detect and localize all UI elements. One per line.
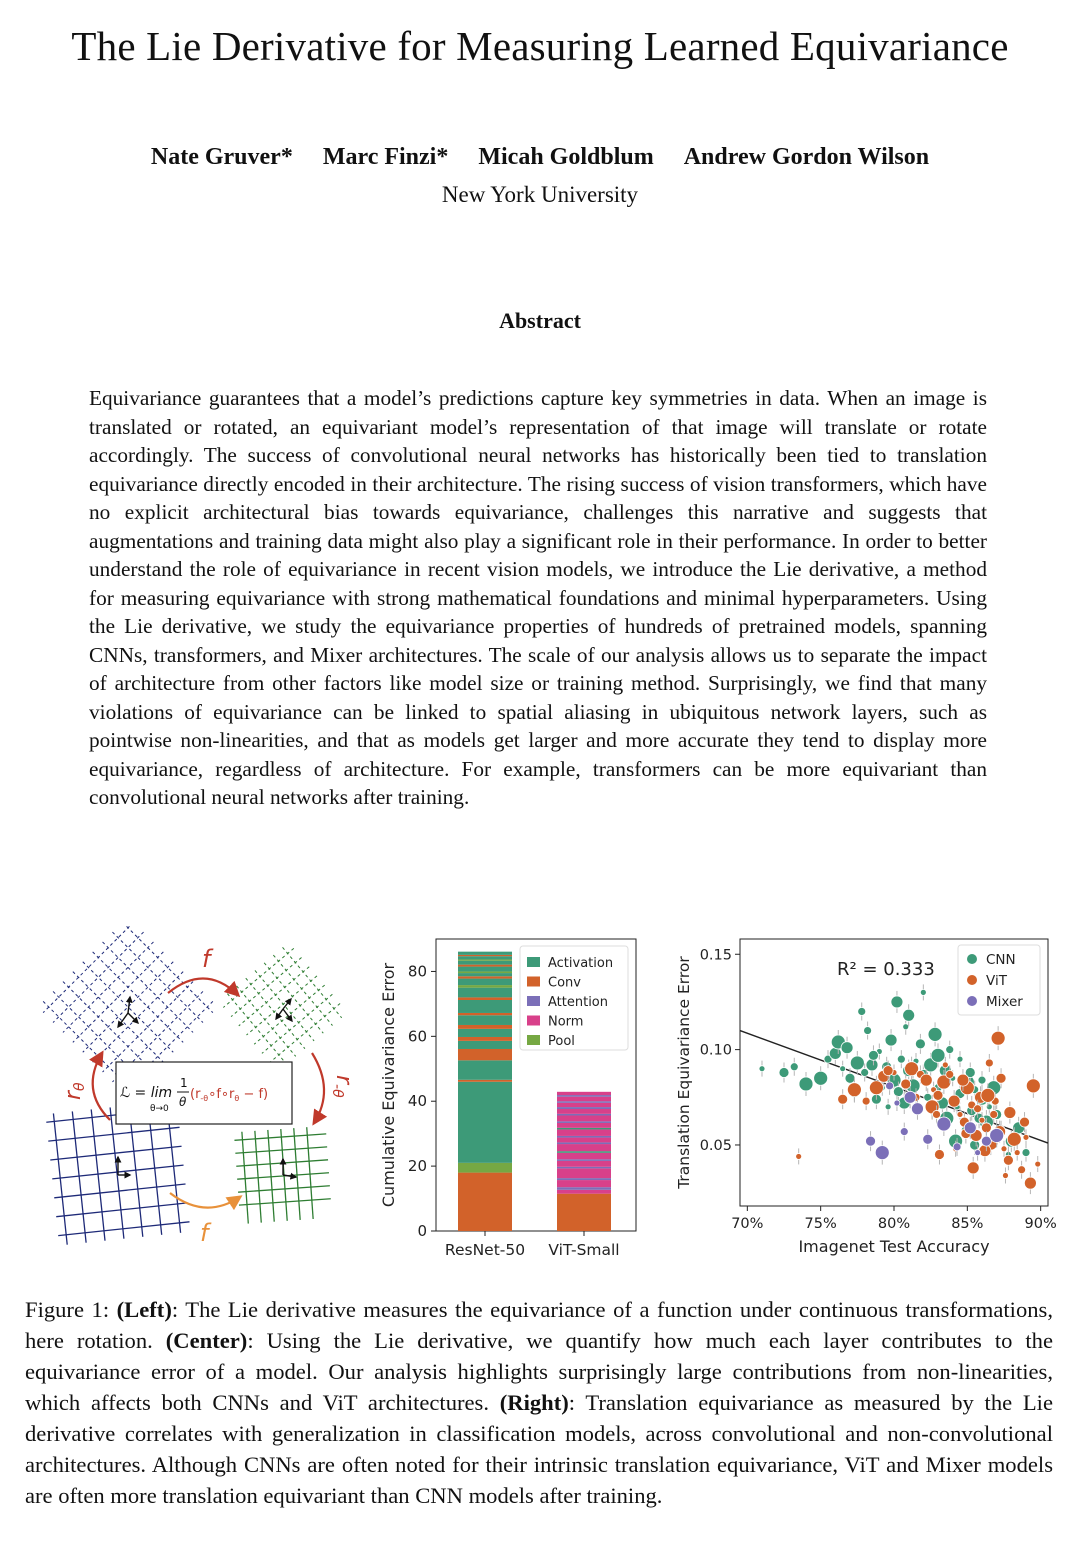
grid-line bbox=[283, 947, 342, 1017]
bar-segment-activation bbox=[458, 1000, 512, 1013]
f-arrow-bottom bbox=[170, 1193, 240, 1208]
bar-segment-attention bbox=[557, 1107, 611, 1109]
point-cnn bbox=[931, 1048, 945, 1062]
legend-swatch bbox=[527, 1035, 540, 1045]
point-cnn bbox=[864, 1027, 872, 1035]
caption-left-text: : The Lie derivative measures the equivariance of a function under continuous transformations, here rotation. bbox=[25, 1297, 1053, 1353]
grid-line bbox=[223, 948, 293, 1007]
point-cnn bbox=[920, 989, 926, 995]
grid-line bbox=[231, 958, 301, 1017]
svg-text:θ: θ bbox=[179, 1095, 187, 1109]
point-vit bbox=[838, 1094, 848, 1104]
caption-right-text: : Translation equivariance as measured by the Lie derivative correlates with generalization in classification models, across convolutional and non-convolutional architectures. Although CNNs are often noted for their intrinsic translation equivariance, ViT and Mixer models are often more translation equivariant than CNN models after training. bbox=[25, 1390, 1053, 1508]
point-vit bbox=[920, 1074, 932, 1086]
bar-segment-activation bbox=[458, 988, 512, 998]
author-name: Micah Goldblum bbox=[478, 144, 654, 170]
f-label-top: f bbox=[202, 945, 211, 973]
point-vit bbox=[1023, 1134, 1029, 1140]
x-tick-label: 70% bbox=[731, 1216, 764, 1232]
point-mixer bbox=[904, 1091, 916, 1103]
grid-line bbox=[262, 994, 332, 1053]
bar-segment-attention bbox=[557, 1136, 611, 1138]
abstract-body: Equivariance guarantees that a model’s predictions capture key symmetries in data. When an image is translated or rotated, an equivariant model’s representation of that image will translate or rotate accordingly. The success of convolutional neural networks has historically been tied to translation equivariance directly encoded in their architecture. The rising success of vision transformers, which have no explicit architectural bias towards equivariance, challenges this narrative and suggests that augmentations and training data might also play a significant role in their performance. In order to better understand the role of equivariance in recent vision models, we introduce the Lie derivative, a method for measuring equivariance with strong mathematical foundations and minimal hyperparameters. Using the Lie derivative, we study the equivariance properties of hundreds of pretrained models, spanning CNNs, transformers, and Mixer architectures. The scale of our analysis allows us to separate the impact of architecture from other factors like model size or training method. Surprisingly, we find that many violations of equivariance can be linked to spatial aliasing in ubiquitous network layers, such as pointwise non-linearities, and that as models get larger and more accurate they tend to display more equivariance, regardless of architecture. For example, transformers can be more equivariant than convolutional neural networks after training. bbox=[89, 386, 987, 809]
point-vit bbox=[862, 1097, 870, 1105]
point-vit bbox=[883, 1066, 893, 1076]
caption-right-tag: (Right) bbox=[499, 1390, 569, 1415]
f-label-bottom: f bbox=[200, 1219, 209, 1247]
grid-line bbox=[294, 1128, 300, 1220]
bar-segment-attention bbox=[557, 1178, 611, 1180]
point-cnn bbox=[891, 996, 903, 1008]
grid-green bbox=[234, 1127, 330, 1223]
point-cnn bbox=[903, 1009, 915, 1021]
point-vit bbox=[1001, 1146, 1007, 1152]
bar-segment-conv bbox=[458, 1013, 512, 1015]
bar-segment-attention bbox=[557, 1187, 611, 1190]
grid-line bbox=[239, 1199, 331, 1205]
grid-line bbox=[239, 967, 309, 1026]
point-vit bbox=[934, 1150, 944, 1160]
bar-segment-conv bbox=[458, 965, 512, 967]
bar-segment-activation bbox=[557, 1151, 611, 1153]
r-minus-theta-label: r-θ bbox=[329, 1075, 356, 1098]
figure-caption bbox=[25, 1294, 1053, 1511]
point-cnn bbox=[840, 1066, 846, 1072]
point-vit bbox=[957, 1074, 969, 1086]
grid-line bbox=[273, 955, 332, 1025]
point-cnn bbox=[897, 1055, 905, 1063]
point-cnn bbox=[866, 1059, 878, 1071]
bar-segment-pool bbox=[458, 971, 512, 973]
grid-line bbox=[246, 976, 316, 1035]
bar-segment-pool bbox=[458, 985, 512, 988]
point-cnn bbox=[978, 1076, 986, 1084]
bar-segment-activation bbox=[458, 1041, 512, 1049]
grid-line bbox=[255, 970, 314, 1040]
author-name: Andrew Gordon Wilson bbox=[683, 144, 930, 170]
point-vit bbox=[979, 1117, 985, 1123]
bar-segment-conv bbox=[458, 1025, 512, 1029]
bar-segment-attention bbox=[557, 1095, 611, 1097]
point-vit bbox=[933, 1110, 941, 1118]
point-vit bbox=[869, 1081, 883, 1095]
y-tick-label: 0 bbox=[417, 1222, 427, 1240]
point-vit bbox=[1026, 1079, 1040, 1093]
bar-segment-activation bbox=[458, 952, 512, 955]
legend-label: Norm bbox=[548, 1014, 584, 1030]
y-tick-label: 0.15 bbox=[699, 947, 732, 964]
bar-segment-conv bbox=[557, 1194, 611, 1231]
bar-segment-norm bbox=[557, 1123, 611, 1128]
point-cnn bbox=[986, 1104, 992, 1110]
bar-segment-norm bbox=[557, 1103, 611, 1107]
bar-segment-conv bbox=[458, 1037, 512, 1041]
point-cnn bbox=[946, 1046, 954, 1054]
lie-derivative-diagram bbox=[30, 925, 360, 1255]
point-mixer bbox=[900, 1128, 908, 1136]
point-cnn bbox=[903, 1024, 909, 1030]
caption-center-tag: (Center) bbox=[165, 1328, 248, 1353]
bar-segment-attention bbox=[557, 1121, 611, 1123]
point-vit bbox=[901, 1079, 911, 1089]
point-vit bbox=[967, 1162, 979, 1174]
r-squared-annotation: R² = 0.333 bbox=[837, 959, 935, 980]
point-mixer bbox=[964, 1122, 976, 1134]
bar-segment-norm bbox=[557, 1097, 611, 1102]
point-cnn bbox=[841, 1042, 853, 1054]
point-cnn bbox=[759, 1066, 765, 1072]
point-vit bbox=[1024, 1177, 1036, 1189]
legend-label: Mixer bbox=[986, 994, 1023, 1010]
point-vit bbox=[979, 1145, 991, 1157]
x-tick-label: ViT-Small bbox=[548, 1241, 620, 1259]
point-mixer bbox=[911, 1103, 923, 1115]
point-vit bbox=[946, 1070, 954, 1078]
bar-segment-norm bbox=[557, 1161, 611, 1167]
x-tick-label: 75% bbox=[804, 1216, 837, 1232]
y-axis-label: Cumulative Equivariance Error bbox=[379, 962, 398, 1208]
point-cnn bbox=[868, 1050, 878, 1060]
point-mixer bbox=[894, 1100, 900, 1106]
grid-line bbox=[246, 978, 305, 1048]
r-theta-label: rθ bbox=[61, 1082, 88, 1100]
point-vit bbox=[942, 1062, 948, 1068]
point-cnn bbox=[1022, 1149, 1030, 1157]
paper-title: The Lie Derivative for Measuring Learned Equivariance bbox=[71, 23, 1009, 69]
grid-line bbox=[255, 1131, 261, 1223]
point-cnn bbox=[885, 1104, 891, 1110]
grid-line bbox=[234, 1134, 326, 1140]
bar-segment-norm bbox=[557, 1168, 611, 1178]
point-vit bbox=[1002, 1172, 1008, 1178]
point-vit bbox=[1007, 1132, 1021, 1146]
author-list bbox=[0, 144, 1080, 171]
bar-segment-norm bbox=[557, 1144, 611, 1151]
grid-line bbox=[264, 963, 323, 1033]
bar-segment-conv bbox=[458, 1049, 512, 1060]
caption-center-text: : Using the Lie derivative, we quantify how much each layer contributes to the equivariance error of a model. Our analysis highlights surprisingly large contributions from non-linearities, which affects both CNNs and ViT architectures. bbox=[25, 1328, 1053, 1415]
point-vit bbox=[1035, 1161, 1041, 1167]
svg-text:(r-θ∘f∘rθ − f): $(r_{-\theta}\circ f\circ r_\theta - f)$ bbox=[190, 1087, 269, 1103]
bar-segment-activation bbox=[458, 1029, 512, 1037]
translation-equivariance-scatter bbox=[665, 925, 1060, 1265]
legend-swatch bbox=[527, 957, 540, 967]
point-vit bbox=[1014, 1150, 1020, 1156]
bar-segment-attention bbox=[557, 1114, 611, 1116]
x-tick-label: 80% bbox=[877, 1216, 911, 1232]
point-vit bbox=[991, 1031, 1005, 1045]
bar-segment-activation bbox=[557, 1128, 611, 1130]
bar-segment-norm bbox=[557, 1115, 611, 1121]
point-vit bbox=[1018, 1166, 1026, 1174]
legend-marker bbox=[967, 975, 977, 985]
bar-segment-conv bbox=[458, 1080, 512, 1082]
legend-label: Activation bbox=[548, 956, 614, 971]
y-tick-label: 20 bbox=[407, 1157, 427, 1176]
bar-segment-norm bbox=[557, 1190, 611, 1194]
bar-segment-norm bbox=[557, 1138, 611, 1143]
grid-line bbox=[237, 986, 296, 1056]
x-axis-label: Imagenet Test Accuracy bbox=[798, 1237, 990, 1256]
caption-label: Figure 1: bbox=[25, 1297, 110, 1322]
point-vit bbox=[990, 1110, 998, 1118]
svg-text:ℒ = lim: ℒ = lim bbox=[120, 1085, 173, 1101]
point-mixer bbox=[923, 1134, 933, 1144]
bar-segment-conv bbox=[458, 955, 512, 956]
grid-line bbox=[254, 985, 324, 1044]
bar-segment-norm bbox=[557, 1109, 611, 1114]
point-cnn bbox=[893, 1087, 903, 1097]
point-vit bbox=[1020, 1117, 1030, 1127]
legend-marker bbox=[967, 954, 977, 964]
legend-swatch bbox=[527, 977, 540, 987]
bar-segment-norm bbox=[557, 1180, 611, 1187]
point-cnn bbox=[915, 1039, 925, 1049]
point-cnn bbox=[861, 1069, 869, 1077]
bar-segment-attention bbox=[557, 1167, 611, 1169]
point-vit bbox=[974, 1105, 982, 1113]
bar-segment-activation bbox=[458, 967, 512, 972]
grid-line bbox=[43, 925, 134, 1013]
grid-line bbox=[236, 1160, 328, 1166]
point-cnn bbox=[957, 1056, 963, 1062]
point-cnn bbox=[845, 1073, 855, 1083]
point-cnn bbox=[814, 1071, 828, 1085]
point-mixer bbox=[866, 1136, 876, 1146]
y-tick-label: 40 bbox=[407, 1092, 427, 1111]
point-mixer bbox=[953, 1143, 961, 1151]
y-tick-label: 0.05 bbox=[699, 1137, 732, 1154]
point-mixer bbox=[886, 1082, 894, 1090]
bar-segment-activation bbox=[458, 1082, 512, 1163]
point-vit bbox=[847, 1083, 861, 1097]
point-cnn bbox=[779, 1068, 789, 1078]
point-cnn bbox=[850, 1056, 864, 1070]
y-tick-label: 80 bbox=[407, 962, 427, 981]
legend-label: ViT bbox=[986, 973, 1007, 989]
point-cnn bbox=[799, 1077, 813, 1091]
point-vit bbox=[985, 1059, 993, 1067]
bar-segment-norm bbox=[557, 1153, 611, 1159]
grid-line bbox=[227, 994, 286, 1064]
legend-label: CNN bbox=[986, 952, 1016, 968]
point-vit bbox=[981, 1088, 995, 1102]
svg-text:θ→0: θ→0 bbox=[150, 1104, 169, 1114]
point-cnn bbox=[928, 1027, 942, 1041]
bar-segment-attention bbox=[557, 1101, 611, 1103]
point-cnn bbox=[885, 1034, 897, 1046]
x-tick-label: 90% bbox=[1024, 1216, 1057, 1232]
y-tick-label: 0.10 bbox=[699, 1042, 732, 1059]
affiliation: New York University bbox=[441, 182, 639, 207]
bar-segment-activation bbox=[458, 961, 512, 965]
bar-segment-activation bbox=[458, 1060, 512, 1079]
legend-label: Pool bbox=[548, 1034, 575, 1049]
bar-segment-activation bbox=[458, 979, 512, 985]
legend-label: Attention bbox=[548, 995, 608, 1010]
grid-line bbox=[235, 1147, 327, 1153]
bar-segment-pool bbox=[458, 1163, 512, 1173]
point-cnn bbox=[790, 1063, 798, 1071]
bar-segment-conv bbox=[458, 976, 512, 978]
cumulative-equivariance-bar-chart bbox=[370, 925, 650, 1265]
svg-text:1: 1 bbox=[180, 1076, 188, 1090]
point-mixer bbox=[975, 1150, 981, 1156]
f-arrow-top bbox=[168, 978, 238, 995]
bar-segment-conv bbox=[458, 997, 512, 1000]
author-name: Marc Finzi* bbox=[322, 144, 449, 170]
y-tick-label: 60 bbox=[407, 1027, 427, 1046]
abstract-heading: Abstract bbox=[499, 308, 581, 333]
r-minus-theta-arrow bbox=[312, 1053, 324, 1123]
bar-segment-conv bbox=[458, 1173, 512, 1231]
rotated-grid-green bbox=[223, 947, 341, 1064]
point-vit bbox=[933, 1090, 943, 1100]
bar-segment-attention bbox=[557, 1142, 611, 1144]
bar-segment-attention bbox=[557, 1159, 611, 1161]
legend-swatch bbox=[527, 1016, 540, 1026]
grid-line bbox=[307, 1127, 313, 1219]
point-vit bbox=[1003, 1155, 1013, 1165]
point-mixer bbox=[937, 1117, 951, 1131]
legend-swatch bbox=[527, 996, 540, 1006]
r-theta-arrow bbox=[93, 1053, 110, 1120]
caption-left-tag: (Left) bbox=[116, 1297, 172, 1322]
point-vit bbox=[796, 1153, 802, 1159]
bar-segment-activation bbox=[458, 1015, 512, 1025]
point-cnn bbox=[858, 1007, 866, 1015]
grid-line bbox=[238, 1186, 330, 1192]
grid-line bbox=[242, 1132, 248, 1224]
bar-segment-activation bbox=[458, 973, 512, 976]
bar-segment-norm bbox=[557, 1129, 611, 1135]
point-vit bbox=[948, 1095, 960, 1107]
point-vit bbox=[957, 1111, 963, 1117]
point-mixer bbox=[990, 1128, 1004, 1142]
bar-segment-activation bbox=[458, 956, 512, 959]
grid-line bbox=[268, 1130, 274, 1222]
bar-segment-pool bbox=[458, 959, 512, 960]
x-tick-label: 85% bbox=[951, 1216, 984, 1232]
x-tick-label: ResNet-50 bbox=[444, 1241, 526, 1259]
grid-line bbox=[122, 925, 213, 1013]
bar-segment-norm bbox=[557, 1092, 611, 1095]
point-vit bbox=[1004, 1107, 1016, 1119]
point-vit bbox=[996, 1073, 1006, 1083]
y-axis-label: Translation Equivariance Error bbox=[675, 956, 693, 1189]
legend-marker bbox=[967, 996, 977, 1006]
point-mixer bbox=[875, 1146, 889, 1160]
author-name: Nate Gruver* bbox=[150, 144, 293, 170]
legend-label: Conv bbox=[548, 975, 581, 991]
